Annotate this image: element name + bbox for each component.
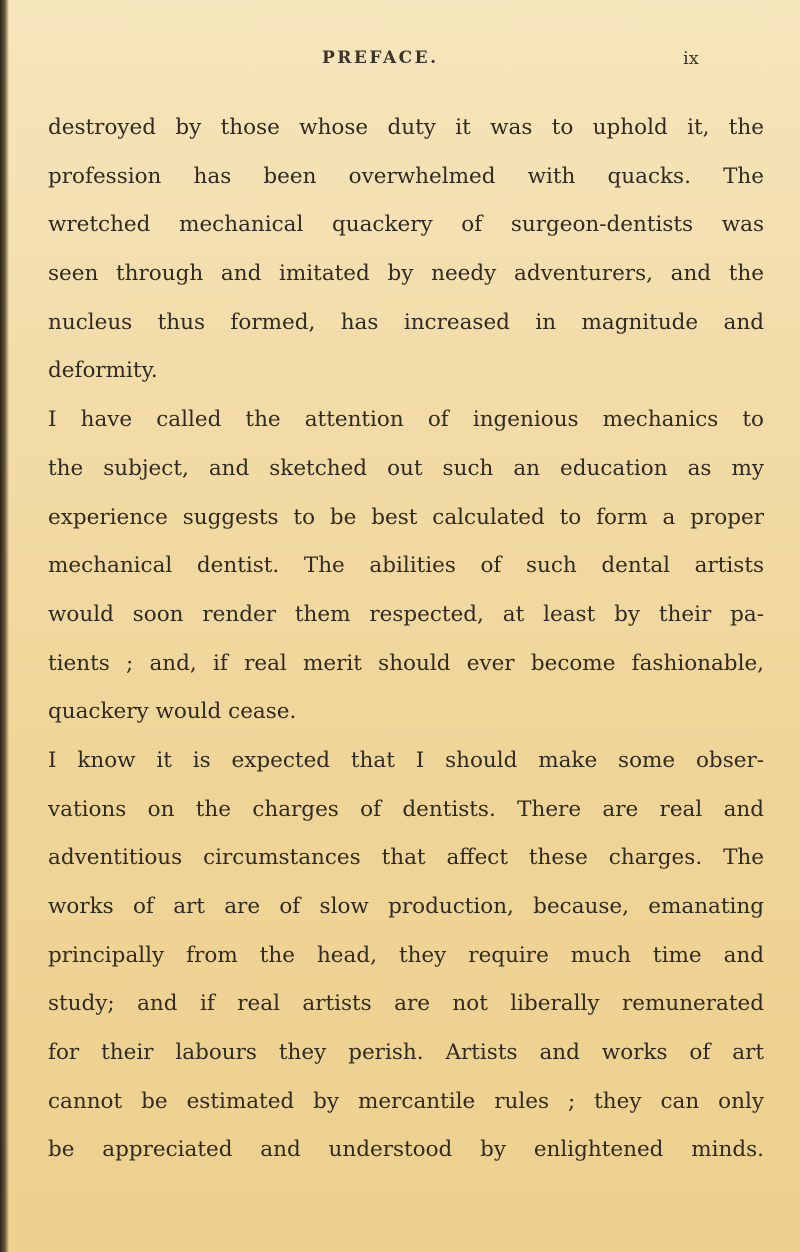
text-line: cannot be estimated by mercantile rules ; they can only [48,1088,764,1114]
running-head [0,48,800,72]
text-line: I know it is expected that I should make some obser- [48,747,764,773]
text-line: destroyed by those whose duty it was to uphold it, the [48,115,764,140]
text-line: be appreciated and understood by enlightened minds. [48,1137,764,1163]
text-line: wretched mechanical quackery of surgeon-dentists was [48,212,764,238]
text-line: quackery would cease. [48,699,297,725]
text-line: for their labours they perish. Artists and works of art [48,1040,764,1066]
text-line: would soon render them respected, at least by their pa- [48,601,764,627]
text-line: deformity. [48,358,158,384]
text-line: I have called the attention of ingenious mechanics to [48,407,764,433]
text-line: seen through and imitated by needy adventurers, and the [48,261,764,287]
text-line: works of art are of slow production, because, emanating [48,894,764,919]
text-line: adventitious circumstances that affect these charges. The [48,845,764,871]
page-number: ix [683,48,699,69]
text-line: the subject, and sketched out such an education as my [48,455,764,481]
page-binding-edge [0,0,9,1252]
text-line: nucleus thus formed, has increased in magnitude and [48,309,764,335]
text-line: mechanical dentist. The abilities of such dental artists [48,553,764,579]
text-line: experience suggests to be best calculated to form a proper [48,504,764,530]
running-head-title: PREFACE. [322,48,439,68]
text-line: profession has been overwhelmed with quacks. The [48,163,764,189]
text-line: principally from the head, they require much time and [48,942,764,968]
body-text [48,104,764,1175]
text-line: study; and if real artists are not liberally remunerated [48,991,764,1017]
text-line: vations on the charges of dentists. There are real and [48,796,764,822]
text-line: tients ; and, if real merit should ever become fashionable, [48,650,764,676]
